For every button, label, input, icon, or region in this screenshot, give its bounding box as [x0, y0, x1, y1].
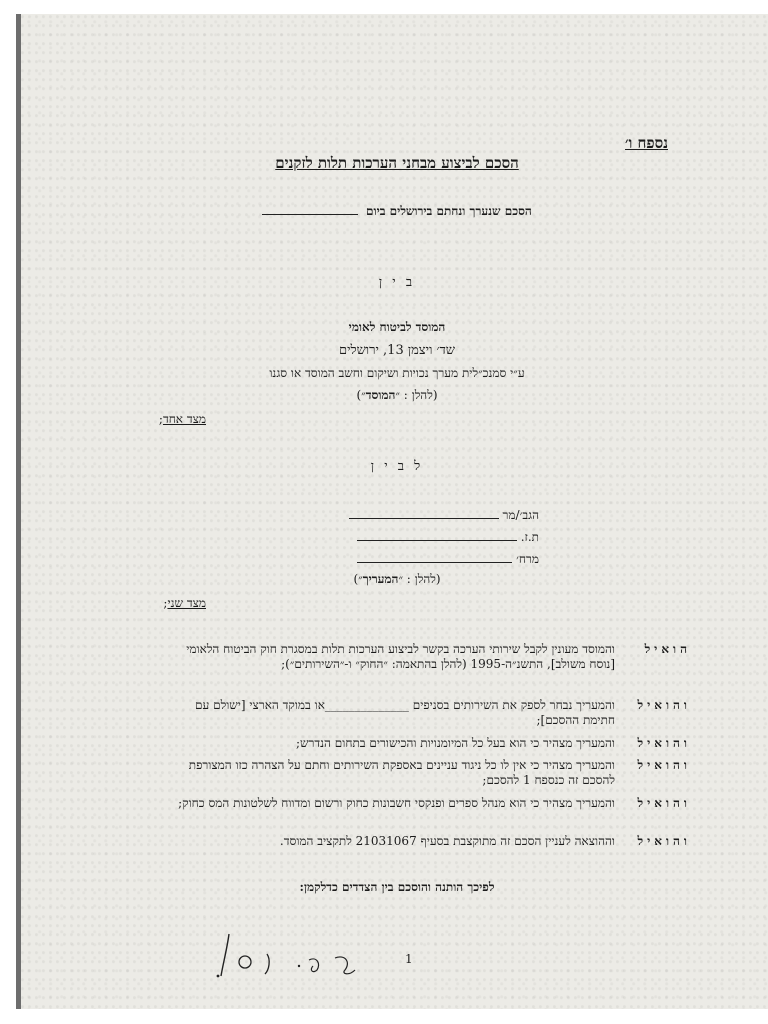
side-suffix: ;: [158, 412, 163, 426]
recital-keyword: והואיל: [637, 796, 691, 810]
hereinafter-suffix: ״): [353, 572, 363, 586]
field-label: מרח׳: [516, 552, 539, 566]
side-label: מצד שני: [167, 596, 206, 610]
date-blank: [262, 202, 358, 215]
handwritten-initials-signature: [209, 924, 369, 984]
field-label: הגב׳/מר: [502, 508, 539, 522]
recital-keyword: והואיל: [637, 698, 691, 712]
annex-label: נספח ו׳: [625, 134, 668, 152]
hereinafter-prefix: (להלן : ״: [395, 388, 438, 402]
recital-keyword: הואיל: [644, 642, 691, 656]
field-label: ת.ז.: [520, 530, 539, 544]
party-one-hereinafter: [21, 388, 768, 403]
hereinafter-prefix: (להלן : ״: [398, 572, 441, 586]
party-one-address: שד׳ ויצמן 13, ירושלים: [338, 343, 456, 358]
document-page: [16, 14, 768, 1009]
recital: [161, 698, 691, 728]
party-one-side: [159, 412, 206, 427]
party-two-field-id: [289, 528, 539, 545]
hereinafter-name: המוסד: [365, 388, 396, 402]
recital-keyword: והואיל: [637, 758, 691, 772]
recital: [161, 642, 691, 672]
field-blank: [357, 550, 512, 563]
side-label: מצד אחד: [162, 412, 206, 426]
recital-text: והמעריך מצהיר כי הוא בעל כל המיומנויות והכישורים בתחום הנדרש;: [295, 736, 615, 750]
party-two-field-name: [289, 506, 539, 523]
hereinafter-name: המעריך: [362, 572, 399, 586]
recital: [161, 834, 691, 849]
recital: [161, 736, 691, 751]
recital-keyword: והואיל: [637, 834, 691, 848]
recital: [161, 796, 691, 811]
document-title: הסכם לביצוע מבחני הערכות תלות לזקנים: [275, 154, 519, 172]
between-label-2: ל ב י ן: [370, 459, 424, 474]
side-suffix: ;: [163, 596, 168, 610]
recital-text: והמעריך מצהיר כי הוא מנהל ספרים ופנקסי חשבונות כחוק ורשום ומדווח לשלטונות המס כחוק;: [178, 796, 615, 810]
field-blank: [357, 528, 517, 541]
party-one-name: המוסד לביטוח לאומי: [348, 320, 446, 334]
hereinafter-suffix: ״): [356, 388, 366, 402]
field-blank: [349, 506, 499, 519]
intro-line: [21, 202, 768, 219]
recital-text: והמעריך מצהיר כי אין לו כל ניגוד עניינים באספקת השירותים וחתם על הצהרה כזו המצורפת להסכם זה כנספח 1 להסכם;: [188, 758, 615, 787]
party-one-representative: ע״י סמנכ״לית מערך נכויות ושיקום וחשב המוסד או סגנו: [269, 366, 525, 380]
recital-text: והמעריך נבחר לספק את השירותים בסניפים ______________או במוקד הארצי [ישולם עם חתימת ההסכם];: [195, 698, 615, 727]
recital-text: וההוצאה לעניין הסכם זה מתוקצבת בסעיף 21031067 לתקציב המוסד.: [279, 834, 615, 848]
page-number: 1: [405, 952, 413, 966]
closing-line: לפיכך הותנה והוסכם בין הצדדים כדלקמן:: [299, 880, 495, 894]
recital-keyword: והואיל: [637, 736, 691, 750]
between-label-1: ב י ן: [378, 275, 416, 290]
intro-text: הסכם שנערך ונחתם בירושלים ביום: [366, 204, 532, 218]
recital-text: והמוסד מעונין לקבל שירותי הערכה בקשר לביצוע הערכות תלות במסגרת חוק הביטוח הלאומי [נוסח משולב], התשנ״ה-1995 (להלן בהתאמה: ״החוק״ ו-״השירותים״);: [186, 642, 615, 671]
party-two-side: [163, 596, 206, 611]
recital: [161, 758, 691, 788]
party-two-field-street: [289, 550, 539, 567]
party-two-hereinafter: [21, 572, 768, 587]
